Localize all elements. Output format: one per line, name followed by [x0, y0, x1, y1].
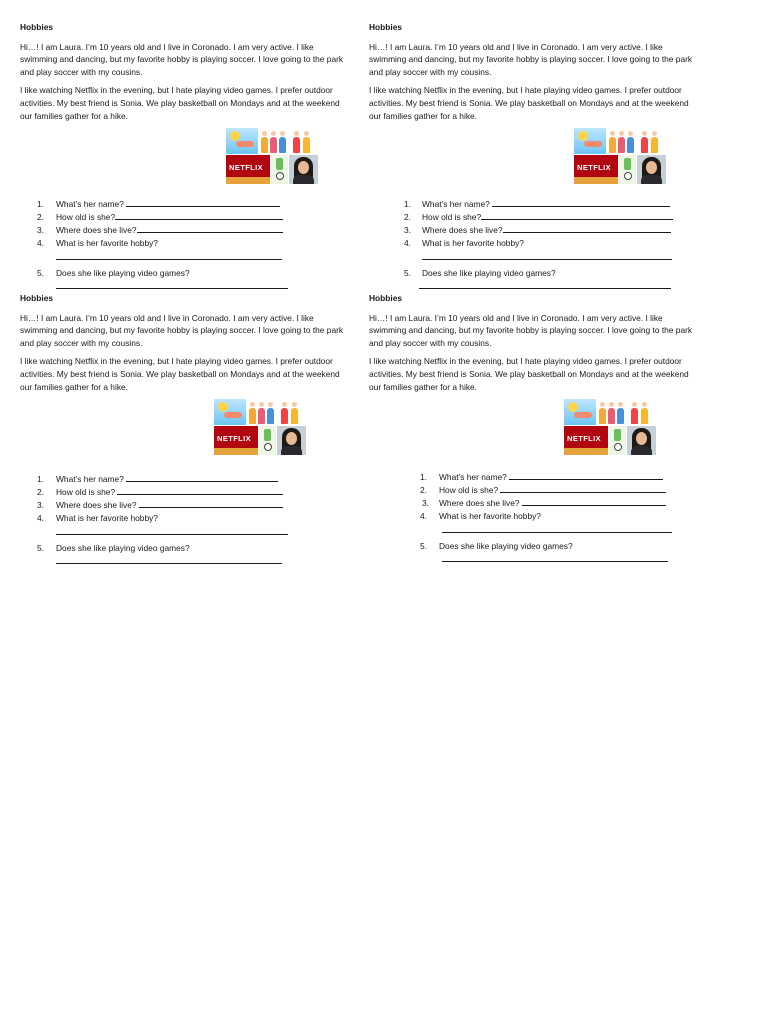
- question-item: [369, 497, 699, 510]
- kids-playing-picture: [638, 128, 666, 154]
- answer-row: [20, 280, 350, 293]
- answer-line[interactable]: [442, 553, 668, 562]
- kids-playing-picture: [278, 399, 306, 425]
- girl-photo: [637, 155, 666, 184]
- question-item: [369, 224, 699, 237]
- worksheet-bottom-right: [369, 292, 699, 566]
- netflix-logo-text: NETFLIX: [229, 163, 264, 173]
- question-number: 2.: [420, 485, 427, 496]
- question-text: What’s her name?: [56, 474, 124, 485]
- question-number: 2.: [37, 212, 44, 223]
- answer-row: [20, 555, 350, 568]
- worksheet-top-left: [20, 21, 350, 293]
- intro-paragraph: Hi…! I am Laura. I’m 10 years old and I live in Coronado. I am very active. I like swimming and dancing, but my favorite hobby is playing soccer. I love going to the park and play soccer with my cousins.: [369, 312, 693, 348]
- girl-photo: [277, 426, 306, 455]
- hobbies-paragraph: I like watching Netflix in the evening, but I hate playing video games. I prefer outdoor activities. My best friend is Sonia. We play basketball on Mondays and at the weekend our families gather for a hike.: [20, 85, 340, 121]
- question-number: 5.: [37, 543, 44, 554]
- question-text: Does she like playing video games?: [56, 543, 190, 554]
- dancing-kids-picture: [259, 128, 289, 154]
- question-number: 3.: [37, 500, 44, 511]
- question-text: What’s her name?: [422, 199, 490, 210]
- girl-photo: [627, 426, 656, 455]
- answer-line[interactable]: [481, 211, 673, 220]
- question-item: [20, 473, 350, 486]
- soccer-picture: [271, 155, 288, 184]
- answer-line[interactable]: [419, 280, 671, 289]
- answer-line[interactable]: [137, 224, 283, 233]
- answer-line[interactable]: [56, 555, 282, 564]
- question-text: Where does she live?: [56, 500, 137, 511]
- girl-photo: [289, 155, 318, 184]
- question-text: Where does she live?: [422, 225, 503, 236]
- question-list: [20, 198, 350, 293]
- question-item: [20, 512, 350, 525]
- answer-row: [20, 251, 350, 264]
- hobbies-collage: [226, 128, 318, 184]
- question-number: 5.: [404, 268, 411, 279]
- soccer-picture: [609, 426, 626, 455]
- answer-line[interactable]: [509, 471, 663, 480]
- question-text: How old is she?: [56, 487, 116, 498]
- hobbies-collage: [564, 399, 660, 457]
- question-number: 1.: [404, 199, 411, 210]
- question-number: 4.: [37, 238, 44, 249]
- dancing-kids-picture: [607, 128, 637, 154]
- answer-line[interactable]: [503, 224, 671, 233]
- question-item: [369, 471, 699, 484]
- hobbies-paragraph: I like watching Netflix in the evening, but I hate playing video games. I prefer outdoor activities. My best friend is Sonia. We play basketball on Mondays and at the weekend our families gather for a hike.: [369, 356, 689, 392]
- question-text: What is her favorite hobby?: [422, 238, 524, 249]
- hobbies-paragraph: I like watching Netflix in the evening, but I hate playing video games. I prefer outdoor activities. My best friend is Sonia. We play basketball on Mondays and at the weekend our families gather for a hike.: [20, 356, 340, 392]
- answer-line[interactable]: [126, 198, 280, 207]
- worksheet-title: Hobbies: [20, 22, 54, 32]
- hobbies-paragraph: I like watching Netflix in the evening, but I hate playing video games. I prefer outdoor activities. My best friend is Sonia. We play basketball on Mondays and at the weekend our families gather for a hike.: [369, 85, 689, 121]
- question-number: 5.: [420, 541, 427, 552]
- question-text: Where does she live?: [439, 498, 520, 509]
- question-text: What is her favorite hobby?: [56, 513, 158, 524]
- worksheet-title: Hobbies: [20, 293, 54, 303]
- question-item: [369, 484, 699, 497]
- question-number: 5.: [37, 268, 44, 279]
- question-item: [369, 267, 699, 280]
- question-number: 4.: [420, 511, 427, 522]
- question-text: Does she like playing video games?: [56, 268, 190, 279]
- hobbies-collage: [214, 399, 316, 459]
- answer-line[interactable]: [492, 198, 670, 207]
- question-list: [20, 473, 350, 568]
- question-item: [369, 510, 699, 523]
- answer-row: [369, 553, 699, 566]
- netflix-picture: [574, 155, 618, 184]
- answer-row: [20, 526, 350, 539]
- question-text: What is her favorite hobby?: [439, 511, 541, 522]
- swimming-picture: [564, 399, 596, 425]
- question-text: How old is she?: [439, 485, 499, 496]
- question-list: [369, 471, 699, 566]
- question-number: 2.: [37, 487, 44, 498]
- question-item: [369, 237, 699, 250]
- answer-line[interactable]: [139, 499, 283, 508]
- intro-paragraph: Hi…! I am Laura. I’m 10 years old and I live in Coronado. I am very active. I like swimming and dancing, but my favorite hobby is playing soccer. I love going to the park and play soccer with my cousins.: [20, 312, 344, 348]
- soccer-picture: [259, 426, 276, 455]
- intro-paragraph: Hi…! I am Laura. I’m 10 years old and I live in Coronado. I am very active. I like swimming and dancing, but my favorite hobby is playing soccer. I love going to the park and play soccer with my cousins.: [20, 41, 344, 77]
- question-number: 3.: [37, 225, 44, 236]
- question-text: Does she like playing video games?: [439, 541, 573, 552]
- intro-paragraph: Hi…! I am Laura. I’m 10 years old and I live in Coronado. I am very active. I like swimming and dancing, but my favorite hobby is playing soccer. I love going to the park and play soccer with my cousins.: [369, 41, 693, 77]
- answer-line[interactable]: [422, 251, 672, 260]
- answer-line[interactable]: [126, 473, 278, 482]
- question-item: [20, 486, 350, 499]
- answer-line[interactable]: [115, 211, 283, 220]
- worksheet-bottom-left: [20, 292, 350, 568]
- netflix-picture: [214, 426, 258, 455]
- question-item: [20, 267, 350, 280]
- swimming-picture: [214, 399, 246, 425]
- answer-row: [369, 524, 699, 537]
- dancing-kids-picture: [247, 399, 277, 425]
- answer-line[interactable]: [56, 526, 288, 535]
- question-item: [20, 211, 350, 224]
- answer-line[interactable]: [442, 524, 672, 533]
- netflix-picture: [226, 155, 270, 184]
- question-item: [20, 224, 350, 237]
- question-number: 4.: [404, 238, 411, 249]
- question-number: 4.: [37, 513, 44, 524]
- question-item: [20, 499, 350, 512]
- question-number: 1.: [37, 199, 44, 210]
- answer-row: [369, 280, 699, 293]
- question-item: [369, 211, 699, 224]
- question-number: 1.: [37, 474, 44, 485]
- question-item: [20, 198, 350, 211]
- swimming-picture: [226, 128, 258, 154]
- netflix-logo-text: NETFLIX: [577, 163, 612, 173]
- question-number: 2.: [404, 212, 411, 223]
- question-text: Where does she live?: [56, 225, 137, 236]
- worksheet-title: Hobbies: [369, 22, 403, 32]
- answer-row: [369, 251, 699, 264]
- dancing-kids-picture: [597, 399, 627, 425]
- question-text: Does she like playing video games?: [422, 268, 556, 279]
- soccer-picture: [619, 155, 636, 184]
- swimming-picture: [574, 128, 606, 154]
- question-text: What is her favorite hobby?: [56, 238, 158, 249]
- question-list: [369, 198, 699, 293]
- answer-line[interactable]: [117, 486, 283, 495]
- question-item: [20, 237, 350, 250]
- question-item: [369, 540, 699, 553]
- hobbies-collage: [574, 128, 666, 184]
- question-text: What’s her name?: [439, 472, 507, 483]
- answer-line[interactable]: [56, 280, 288, 289]
- question-number: 3.: [422, 498, 429, 509]
- kids-playing-picture: [290, 128, 318, 154]
- netflix-logo-text: NETFLIX: [567, 434, 602, 444]
- worksheet-title: Hobbies: [369, 293, 403, 303]
- answer-line[interactable]: [522, 497, 666, 506]
- kids-playing-picture: [628, 399, 656, 425]
- question-text: What’s her name?: [56, 199, 124, 210]
- question-item: [369, 198, 699, 211]
- question-number: 3.: [404, 225, 411, 236]
- question-number: 1.: [420, 472, 427, 483]
- answer-line[interactable]: [56, 251, 282, 260]
- netflix-picture: [564, 426, 608, 455]
- question-text: How old is she?: [56, 212, 116, 223]
- netflix-logo-text: NETFLIX: [217, 434, 252, 444]
- question-item: [20, 542, 350, 555]
- question-text: How old is she?: [422, 212, 482, 223]
- worksheet-top-right: [369, 21, 699, 293]
- answer-line[interactable]: [500, 484, 666, 493]
